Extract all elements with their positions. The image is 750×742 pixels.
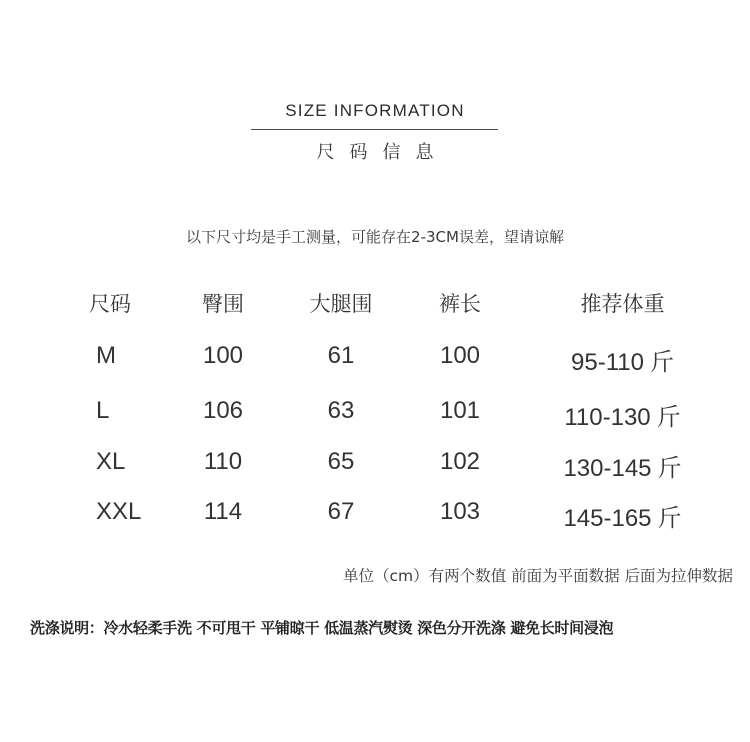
thigh-cell: 61 [327,342,355,369]
weight-range: 145-165 [563,505,652,532]
size-cell: XL [96,448,126,475]
header-size: 尺码 [89,292,131,316]
length-cell: 100 [439,342,481,369]
size-cell: XXL [96,498,142,525]
size-cell: M [96,342,116,369]
weight-unit: 斤 [649,348,674,376]
weight-cell [535,498,710,533]
wash-instructions: 洗涤说明：冷水轻柔手洗 不可甩干 平铺晾干 低温蒸汽熨烫 深色分开洗涤 避免长时间浸泡 [30,619,614,637]
title-divider [251,129,498,130]
length-cell: 101 [439,397,481,424]
hip-cell: 114 [203,498,243,525]
weight-range: 130-145 [563,455,652,482]
thigh-cell: 67 [327,498,355,525]
weight-cell [535,448,710,483]
thigh-cell: 63 [327,397,355,424]
unit-note: 单位（cm）有两个数值 前面为平面数据 后面为拉伸数据 [343,567,733,585]
size-cell: L [96,397,110,424]
hip-cell: 106 [202,397,244,424]
hip-cell: 110 [203,448,243,475]
weight-cell [535,342,710,377]
header-length: 裤长 [439,292,481,316]
weight-unit: 斤 [656,403,681,431]
thigh-cell: 65 [327,448,355,475]
weight-cell [535,397,710,432]
weight-range: 95-110 [571,349,644,376]
header-weight: 推荐体重 [580,292,665,316]
length-cell: 102 [439,448,481,475]
measurement-note: 以下尺寸均是手工测量，可能存在2-3CM误差，望请谅解 [186,228,564,246]
size-info-title-english: SIZE INFORMATION [285,101,465,120]
hip-cell: 100 [202,342,244,369]
weight-range: 110-130 [564,404,651,431]
weight-unit: 斤 [657,504,682,532]
weight-unit: 斤 [657,454,682,482]
length-cell: 103 [439,498,481,525]
header-hip: 臀围 [202,292,244,316]
size-info-title-chinese: 尺码信息 [316,142,449,163]
header-thigh: 大腿围 [309,292,373,316]
